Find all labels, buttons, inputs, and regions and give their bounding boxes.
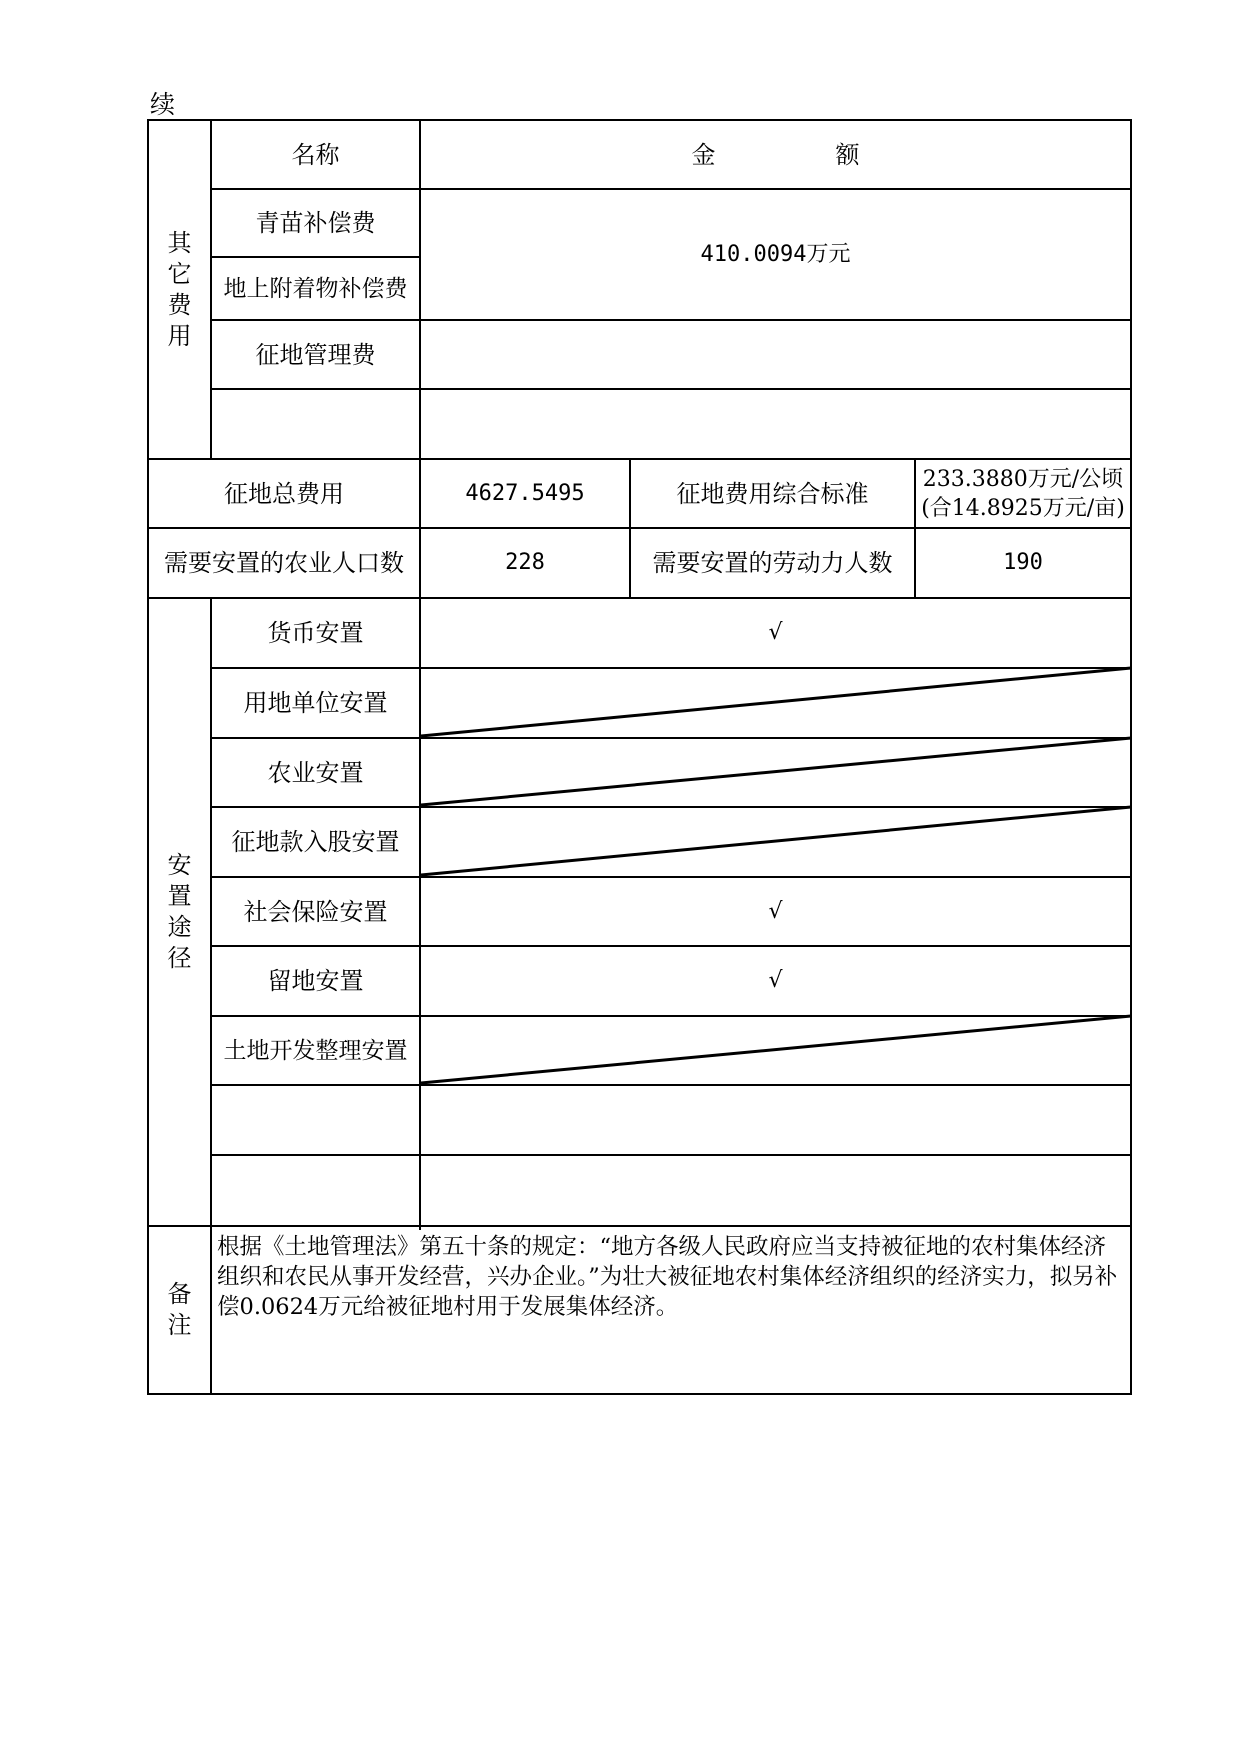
mark-cell [421,1156,1130,1225]
resettlement-employer: 用地单位安置 [243,689,388,717]
resettlement-reserved-land: 留地安置 [267,967,364,995]
total-cost-value: 4627.5495 [465,480,585,506]
section-label-char: 置 [167,882,192,910]
name-column-header: 名称 [291,140,340,169]
other-fees-section-label [149,121,210,458]
section-label-char: 备 [167,1280,192,1308]
amount-header-char: 金 [691,140,716,169]
resettlement-monetary: 货币安置 [267,619,364,647]
resettlement-social-insurance: 社会保险安置 [243,897,388,926]
remarks-text: 根据《土地管理法》第五十条的规定：“地方各级人民政府应当支持被征地的农村集体经济组织和农民从事开发经营，兴办企业。”为壮大被征地农村集体经济组织的经济实力，拟另补偿0.0624万元给被征地村用于发展集体经济。 [217,1234,1118,1320]
section-label-char: 注 [167,1311,192,1339]
resettlement-section-label [149,599,210,1225]
check-mark: √ [768,968,783,993]
fee-name-blank [212,390,419,458]
cost-standard-value [916,460,1130,527]
section-label-char: 用 [167,321,192,350]
cost-standard-label: 征地费用综合标准 [676,479,869,508]
continued-label: 续 [150,90,176,119]
mark-cell [421,739,1130,806]
cost-standard-per-mu: (合14.8925万元/亩) [921,495,1125,521]
mark-cell [421,1086,1130,1154]
resettlement-blank-row [212,1086,419,1154]
resettlement-equity-share: 征地款入股安置 [231,828,400,856]
check-mark: √ [768,620,783,645]
resettlement-blank-row [212,1156,419,1225]
management-fee-amount [421,321,1130,388]
resettlement-land-development: 土地开发整理安置 [223,1037,408,1064]
resettlement-agricultural: 农业安置 [267,758,364,787]
cost-standard-per-hectare: 233.3880万元/公顷 [922,466,1124,492]
agri-population-value: 228 [505,550,545,575]
total-cost-label: 征地总费用 [224,479,344,508]
mark-cell [421,669,1130,737]
check-mark: √ [768,898,783,924]
fee-name-seedling-compensation: 青苗补偿费 [255,209,376,237]
agri-population-label: 需要安置的农业人口数 [164,549,404,577]
labor-count-value: 190 [1003,550,1043,575]
remarks-section-label [149,1227,210,1393]
mark-cell [421,1017,1130,1084]
fee-amount-blank [421,390,1130,458]
combined-compensation-amount: 410.0094万元 [700,241,851,267]
mark-cell [421,808,1130,876]
section-label-char: 安 [167,851,192,879]
section-label-char: 途 [167,913,192,941]
amount-column-header [421,121,1130,188]
section-label-char: 它 [167,259,192,288]
section-label-char: 费 [167,290,192,319]
section-label-char: 径 [167,944,192,972]
amount-header-char: 额 [835,140,860,169]
fee-name-management-fee: 征地管理费 [255,340,376,369]
section-label-char: 其 [167,228,192,257]
fee-name-attachment-compensation: 地上附着物补偿费 [223,275,408,302]
labor-count-label: 需要安置的劳动力人数 [652,549,893,577]
